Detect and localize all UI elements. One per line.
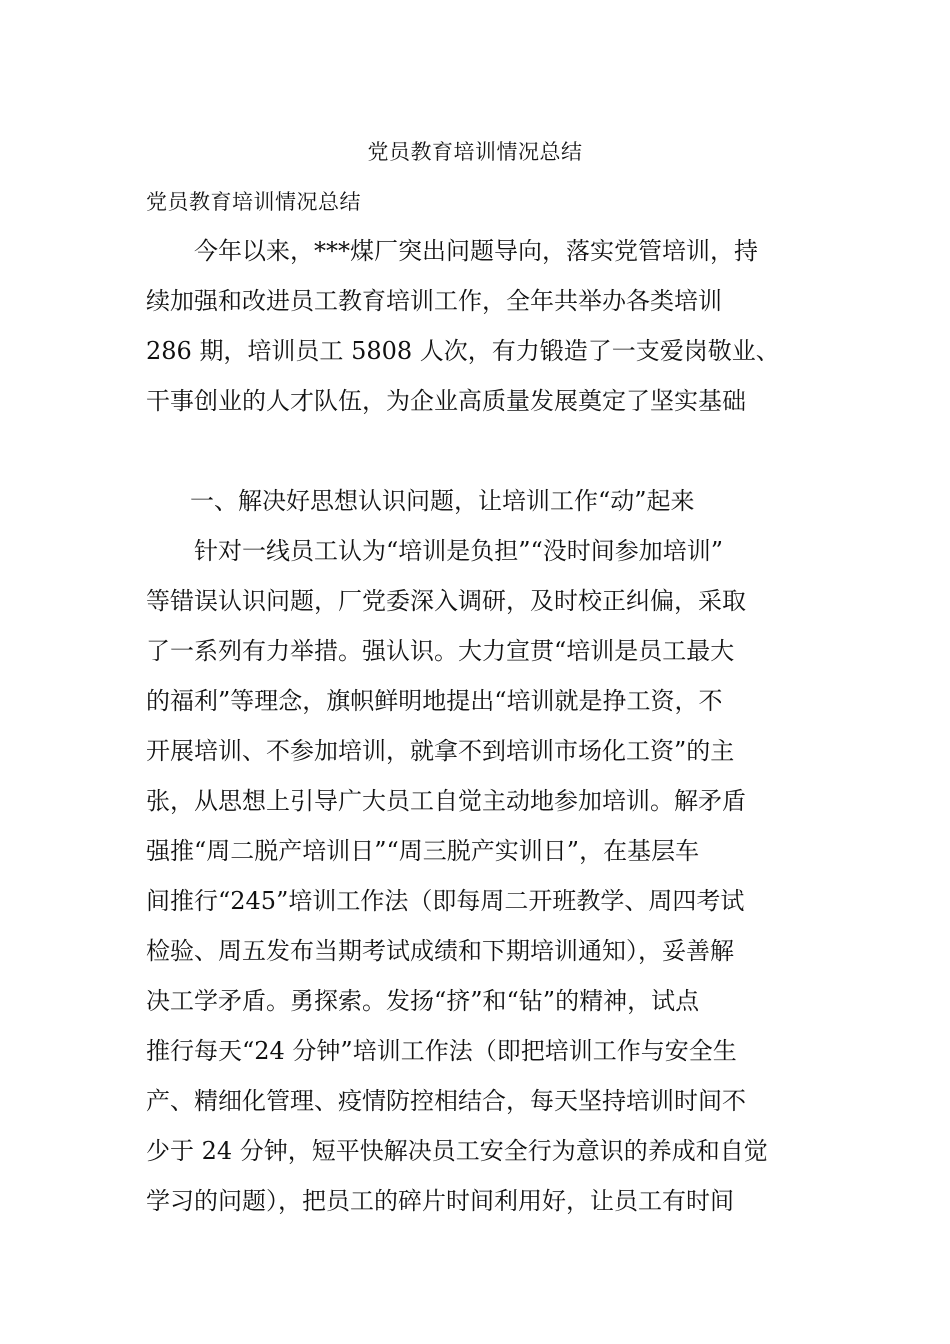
paragraph-line: 推行每天“24 分钟”培训工作法（即把培训工作与安全生 (146, 1037, 737, 1065)
paragraph-line: 等错误认识问题，厂党委深入调研，及时校正纠偏，采取 (146, 587, 746, 615)
paragraph-line: 间推行“245”培训工作法（即每周二开班教学、周四考试 (146, 887, 745, 915)
paragraph-line: 产、精细化管理、疫情防控相结合，每天坚持培训时间不 (146, 1087, 746, 1115)
paragraph-line: 学习的问题），把员工的碎片时间利用好，让员工有时间 (146, 1187, 734, 1215)
paragraph-line: 286 期，培训员工 5808 人次，有力锻造了一支爱岗敬业、 (146, 337, 780, 365)
paragraph-line: 决工学矛盾。勇探索。发扬“挤”和“钻”的精神，试点 (146, 987, 700, 1015)
paragraph-line: 少于 24 分钟，短平快解决员工安全行为意识的养成和自觉 (146, 1137, 768, 1165)
paragraph-line: 了一系列有力举措。强认识。大力宣贯“培训是员工最大 (146, 637, 735, 665)
paragraph-line: 的福利”等理念，旗帜鲜明地提出“培训就是挣工资，不 (146, 687, 723, 715)
paragraph-line: 续加强和改进员工教育培训工作，全年共举办各类培训 (146, 287, 722, 315)
paragraph-line: 今年以来，***煤厂突出问题导向，落实党管培训，持 (194, 237, 758, 265)
paragraph-line: 张，从思想上引导广大员工自觉主动地参加培训。解矛盾 (146, 787, 746, 815)
paragraph-line: 强推“周二脱产培训日”“周三脱产实训日”，在基层车 (146, 837, 700, 865)
paragraph-line: 干事创业的人才队伍，为企业高质量发展奠定了坚实基础 (146, 387, 746, 415)
paragraph-line: 开展培训、不参加培训，就拿不到培训市场化工资”的主 (146, 737, 735, 765)
document-subtitle: 党员教育培训情况总结 (146, 190, 361, 214)
paragraph-intro (146, 226, 814, 426)
paragraph-section-1 (146, 526, 814, 1226)
document-title: 党员教育培训情况总结 (367, 140, 583, 164)
section-heading-1: 一、解决好思想认识问题，让培训工作“动”起来 (190, 487, 695, 515)
paragraph-line: 检验、周五发布当期考试成绩和下期培训通知），妥善解 (146, 937, 734, 965)
paragraph-line: 针对一线员工认为“培训是负担”“没时间参加培训” (194, 537, 724, 565)
